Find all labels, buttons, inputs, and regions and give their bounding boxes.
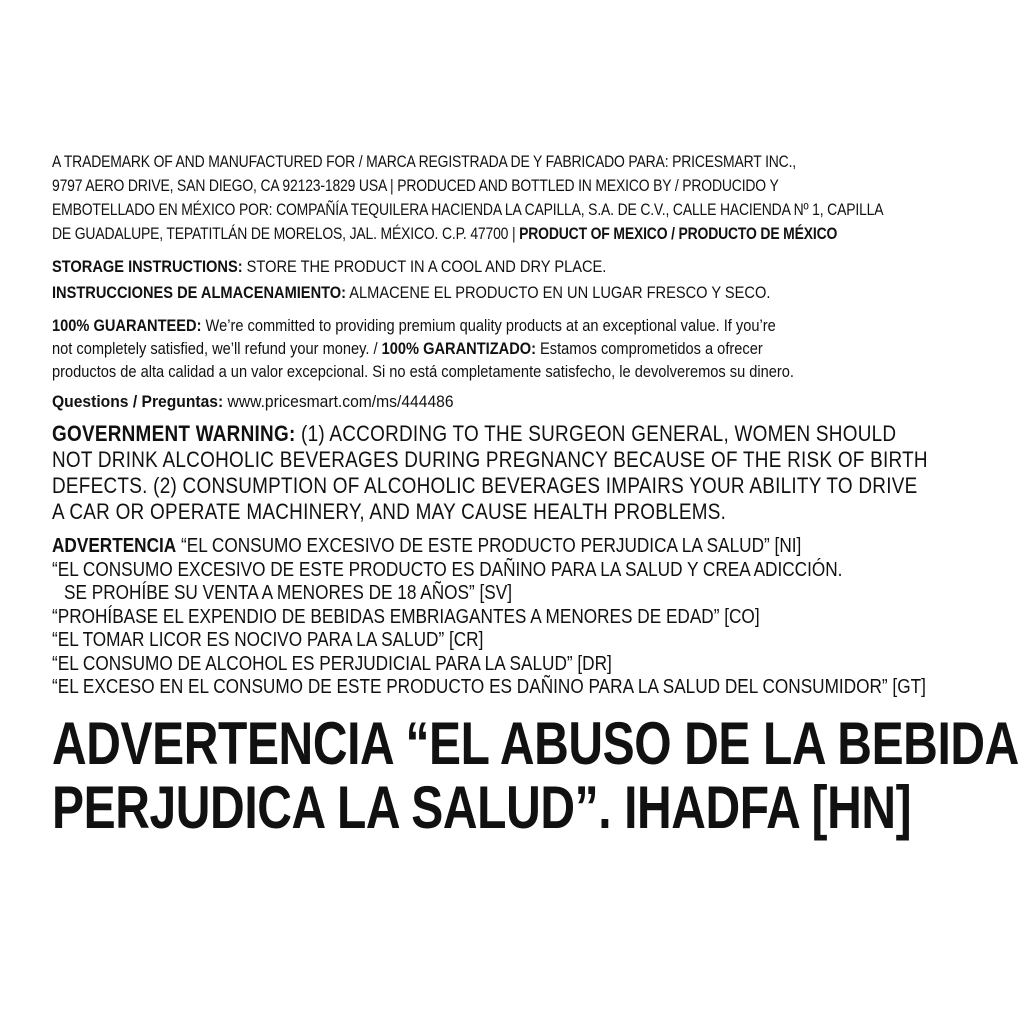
gov-warning-line: DEFECTS. (2) CONSUMPTION OF ALCOHOLIC BEVERAGES IMPAIRS YOUR ABILITY TO DRIVE — [52, 473, 918, 498]
label-text — [52, 150, 1019, 841]
trademark-line: A TRADEMARK OF AND MANUFACTURED FOR / MARCA REGISTRADA DE Y FABRICADO PARA: PRICESMART INC., — [52, 152, 797, 171]
big-warning-line: ADVERTENCIA “EL ABUSO DE LA BEBIDA — [52, 709, 1019, 777]
advertencia-line: SE PROHÍBE SU VENTA A MENORES DE 18 AÑOS” [SV] — [64, 582, 513, 604]
advertencia-ni: “EL CONSUMO EXCESIVO DE ESTE PRODUCTO PERJUDICA LA SALUD” [NI] — [176, 535, 802, 557]
guarantee-block — [52, 314, 972, 383]
guarantee-en-text-end: not completely satisfied, we’ll refund your money. / — [52, 339, 382, 358]
questions-block — [52, 390, 972, 414]
storage-en — [52, 254, 843, 280]
guarantee-line — [52, 314, 843, 337]
trademark-line: EMBOTELLADO EN MÉXICO POR: COMPAÑÍA TEQUILERA HACIENDA LA CAPILLA, S.A. DE C.V., CALLE HACIENDA Nº 1, CAPILLA — [52, 200, 884, 219]
gov-warning-label: GOVERNMENT WARNING: — [52, 421, 296, 446]
questions-url: www.pricesmart.com/ms/444486 — [223, 392, 454, 411]
storage-es-label: INSTRUCCIONES DE ALMACENAMIENTO: — [52, 283, 347, 302]
trademark-line — [52, 222, 838, 246]
product-of-mexico: PRODUCT OF MEXICO / PRODUCTO DE MÉXICO — [519, 224, 838, 243]
advertencia-line: “PROHÍBASE EL EXPENDIO DE BEBIDAS EMBRIAGANTES A MENORES DE EDAD” [CO] — [52, 605, 760, 628]
guarantee-line: productos de alta calidad a un valor excepcional. Si no está completamente satisfecho, le devolveremos su dinero. — [52, 362, 794, 381]
storage-es — [52, 280, 843, 306]
gov-warning-text: (1) ACCORDING TO THE SURGEON GENERAL, WOMEN SHOULD — [295, 421, 897, 446]
advertencia-line: “EL TOMAR LICOR ES NOCIVO PARA LA SALUD” [CR] — [52, 629, 484, 651]
advertencia-label: ADVERTENCIA — [52, 535, 177, 557]
advertencia-line: “EL CONSUMO EXCESIVO DE ESTE PRODUCTO ES DAÑINO PARA LA SALUD Y CREA ADICCIÓN. — [52, 558, 843, 581]
questions-label: Questions / Preguntas: — [52, 392, 224, 411]
storage-en-label: STORAGE INSTRUCTIONS: — [52, 257, 243, 276]
advertencia-line: “EL EXCESO EN EL CONSUMO DE ESTE PRODUCTO ES DAÑINO PARA LA SALUD DEL CONSUMIDOR” [GT] — [52, 676, 926, 698]
guarantee-es-label: 100% GARANTIZADO: — [381, 339, 536, 358]
trademark-line: 9797 AERO DRIVE, SAN DIEGO, CA 92123-1829 USA | PRODUCED AND BOTTLED IN MEXICO BY / PRODUCIDO Y — [52, 176, 779, 195]
storage-block — [52, 254, 972, 306]
gov-warning-line: NOT DRINK ALCOHOLIC BEVERAGES DURING PREGNANCY BECAUSE OF THE RISK OF BIRTH — [52, 447, 928, 472]
guarantee-line — [52, 337, 843, 360]
storage-es-text: ALMACENE EL PRODUCTO EN UN LUGAR FRESCO Y SECO. — [346, 283, 771, 302]
trademark-address-end: DE GUADALUPE, TEPATITLÁN DE MORELOS, JAL. MÉXICO. C.P. 47700 | — [52, 224, 520, 243]
gov-warning-line — [52, 421, 897, 447]
guarantee-es-text: Estamos comprometidos a ofrecer — [535, 339, 763, 358]
guarantee-en-label: 100% GUARANTEED: — [52, 316, 202, 335]
questions-line — [52, 390, 898, 414]
trademark-block — [52, 150, 972, 246]
big-warning — [52, 709, 1019, 841]
big-warning-line: PERJUDICA LA SALUD”. IHADFA [HN] — [52, 773, 912, 841]
government-warning — [52, 421, 972, 525]
advertencia-line: “EL CONSUMO DE ALCOHOL ES PERJUDICIAL PARA LA SALUD” [DR] — [52, 652, 612, 675]
advertencia-line — [52, 535, 843, 559]
advertencias-block — [52, 535, 972, 700]
gov-warning-line: A CAR OR OPERATE MACHINERY, AND MAY CAUSE HEALTH PROBLEMS. — [52, 499, 727, 524]
guarantee-en-text: We’re committed to providing premium quality products at an exceptional value. If you’re — [201, 316, 776, 335]
storage-en-text: STORE THE PRODUCT IN A COOL AND DRY PLACE. — [242, 257, 607, 276]
